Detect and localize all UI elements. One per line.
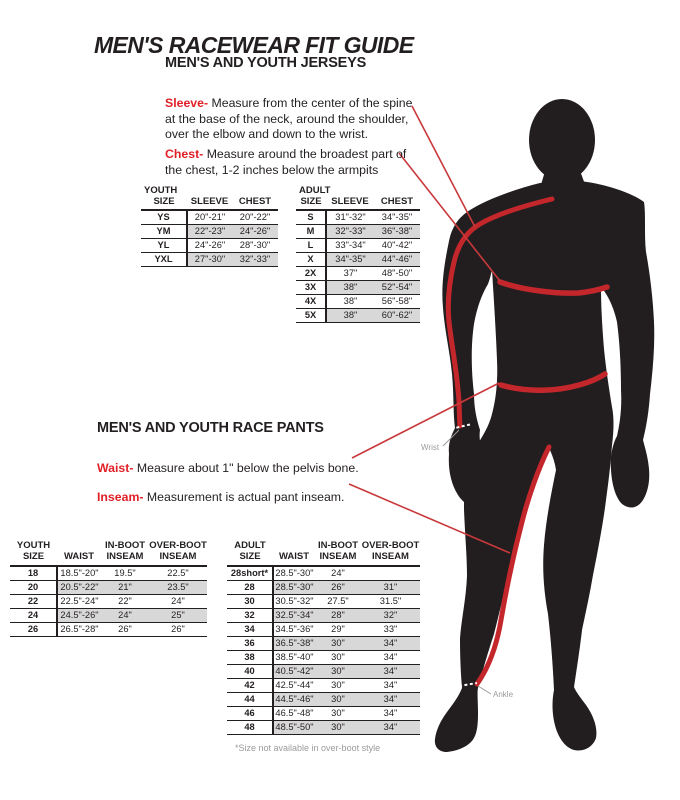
value-cell: 24" (331, 568, 345, 578)
value-cell: 31"-32" (335, 212, 366, 222)
value-cell: 34" (361, 693, 420, 707)
size-cell: X (296, 253, 326, 267)
value-cell: 30" (315, 637, 361, 651)
size-cell: 3X (296, 281, 326, 295)
table-row (296, 281, 420, 295)
value-cell: 34"-35" (381, 212, 413, 222)
header-row (296, 196, 420, 210)
value-cell: 28"-30" (239, 240, 271, 250)
size-cell: 44 (227, 693, 273, 707)
table-row (227, 721, 420, 735)
youth-jersey-group-label: YOUTH (144, 185, 178, 196)
table-row (10, 623, 207, 637)
table-row (10, 581, 207, 595)
value-cell: 30" (331, 680, 345, 690)
value-cell: 38" (326, 309, 374, 323)
value-cell: 36.5"-38" (273, 637, 315, 651)
value-cell: 24" (101, 609, 149, 623)
value-cell: 21" (101, 581, 149, 595)
table-row (296, 239, 420, 253)
table-row (227, 665, 420, 679)
value-cell: 26" (315, 581, 361, 595)
silhouette-body (435, 181, 654, 752)
size-cell: 38 (227, 651, 273, 665)
chest-term-label: Chest- (165, 147, 204, 162)
column-header: CHEST (238, 196, 272, 207)
inseam-instructions-text: Measurement is actual pant inseam. (146, 490, 345, 505)
size-cell: 46 (227, 707, 273, 721)
value-cell: 34" (383, 652, 398, 662)
ankle-figure-label: Ankle (493, 690, 514, 699)
ankle-label-pointer-line (478, 686, 491, 694)
value-cell: 56"-58" (381, 296, 413, 306)
size-cell: 48 (227, 721, 273, 735)
inseam-term-label: Inseam- (97, 490, 144, 505)
value-cell: 24" (171, 596, 185, 606)
value-cell: 34" (361, 637, 420, 651)
value-cell: 30" (315, 665, 361, 679)
value-cell (361, 566, 420, 581)
value-cell: 28.5"-30" (273, 581, 315, 595)
column-header: OVER-BOOT INSEAM (149, 540, 207, 562)
column-header: CHEST (380, 196, 414, 207)
value-cell: 34" (383, 708, 398, 718)
waist-instructions (97, 461, 407, 477)
value-cell: 42.5"-44" (275, 680, 314, 690)
table-row (141, 239, 278, 253)
value-cell: 46.5"-48" (275, 708, 314, 718)
table-row (296, 295, 420, 309)
youth-pants-size-table (10, 536, 207, 637)
column-header: YOUTH SIZE (16, 540, 51, 562)
value-cell: 20"-21" (194, 212, 226, 222)
size-cell: 24 (10, 609, 57, 623)
value-cell: 34"-35" (326, 253, 374, 267)
chest-instructions (165, 147, 425, 178)
size-cell: YXL (141, 253, 187, 267)
table-row (227, 707, 420, 721)
size-cell: 30 (227, 595, 273, 609)
value-cell: 52"-54" (374, 281, 420, 295)
size-cell: 26 (10, 623, 57, 637)
size-cell: YM (141, 225, 187, 239)
table-row (227, 679, 420, 693)
table-row (296, 253, 420, 267)
value-cell: 44.5"-46" (273, 693, 315, 707)
table-row (227, 623, 420, 637)
table-row (10, 595, 207, 609)
table-row (227, 651, 420, 665)
value-cell: 27"-30" (187, 253, 232, 267)
value-cell: 33" (383, 624, 398, 634)
size-cell: 18 (10, 566, 57, 581)
value-cell: 30" (331, 708, 345, 718)
column-header: SIZE (153, 196, 175, 207)
size-cell: 20 (10, 581, 57, 595)
value-cell: 27.5" (327, 596, 349, 606)
value-cell: 28" (315, 609, 361, 623)
adult-jersey-group-label: ADULT (299, 185, 331, 196)
adult-jersey-size-table (296, 196, 420, 323)
value-cell: 28.5"-30" (275, 568, 314, 578)
value-cell: 26.5"-28" (60, 624, 99, 634)
table-row (227, 609, 420, 623)
value-cell: 48.5"-50" (273, 721, 315, 735)
table-row (296, 267, 420, 281)
table-row (227, 566, 420, 581)
value-cell: 20.5"-22" (57, 581, 101, 595)
page-title: MEN'S RACEWEAR FIT GUIDE (94, 32, 414, 59)
column-header: WAIST (278, 551, 310, 562)
value-cell: 30" (331, 652, 345, 662)
size-cell: 5X (296, 309, 326, 323)
value-cell: 33"-34" (335, 240, 366, 250)
value-cell: 34" (361, 665, 420, 679)
value-cell: 38.5"-40" (275, 652, 314, 662)
size-cell: 34 (227, 623, 273, 637)
value-cell: 32.5"-34" (273, 609, 315, 623)
value-cell: 38" (326, 281, 374, 295)
youth-jersey-size-table (141, 196, 278, 267)
table-row (227, 637, 420, 651)
table-row (141, 253, 278, 267)
value-cell: 25" (149, 609, 207, 623)
value-cell: 18.5"-20" (60, 568, 99, 578)
size-cell: 32 (227, 609, 273, 623)
value-cell: 20"-22" (239, 212, 271, 222)
wrist-figure-label: Wrist (421, 443, 440, 452)
size-cell: 22 (10, 595, 57, 609)
jerseys-section-heading: MEN'S AND YOUTH JERSEYS (165, 55, 367, 71)
size-cell: L (296, 239, 326, 253)
value-cell: 22.5"-24" (60, 596, 99, 606)
value-cell: 34" (383, 680, 398, 690)
value-cell: 32" (361, 609, 420, 623)
value-cell: 30" (315, 693, 361, 707)
size-cell: M (296, 225, 326, 239)
size-cell: 4X (296, 295, 326, 309)
value-cell: 24.5"-26" (57, 609, 101, 623)
table-row (296, 210, 420, 225)
value-cell: 44"-46" (374, 253, 420, 267)
size-cell: 42 (227, 679, 273, 693)
table-row (227, 581, 420, 595)
sleeve-instructions (165, 96, 425, 143)
table-row (141, 225, 278, 239)
column-header: IN-BOOT INSEAM (104, 540, 146, 562)
header-row (10, 536, 207, 566)
header-row (141, 196, 278, 210)
over-boot-footnote: *Size not available in over-boot style (235, 743, 381, 753)
column-header: ADULT SIZE (234, 540, 266, 562)
table-row (10, 566, 207, 581)
column-header: WAIST (63, 551, 95, 562)
value-cell: 34.5"-36" (275, 624, 314, 634)
table-row (227, 595, 420, 609)
value-cell: 22"-23" (187, 225, 232, 239)
value-cell: 24"-26" (232, 225, 278, 239)
column-header: SLEEVE (190, 196, 229, 207)
value-cell: 31.5" (379, 596, 402, 606)
size-cell: YL (141, 239, 187, 253)
value-cell: 22.5" (167, 568, 189, 578)
value-cell: 31" (361, 581, 420, 595)
table-row (296, 225, 420, 239)
waist-instructions-text: Measure about 1" below the pelvis bone. (136, 461, 359, 476)
table-row (227, 693, 420, 707)
size-cell: S (296, 210, 326, 225)
value-cell: 30.5"-32" (275, 596, 314, 606)
size-cell: 40 (227, 665, 273, 679)
value-cell: 19.5" (114, 568, 136, 578)
value-cell: 22" (118, 596, 132, 606)
value-cell: 34" (361, 721, 420, 735)
adult-pants-size-table (227, 536, 420, 735)
value-cell: 32"-33" (232, 253, 278, 267)
column-header: IN-BOOT INSEAM (317, 540, 359, 562)
table-row (141, 210, 278, 225)
waist-term-label: Waist- (97, 461, 134, 476)
value-cell: 38" (343, 296, 358, 306)
column-header: SIZE (300, 196, 322, 207)
value-cell: 40"-42" (381, 240, 413, 250)
value-cell: 24"-26" (194, 240, 226, 250)
sleeve-instructions-text: Measure from the center of the spine at the base of the neck, around the shoulder, over the elbow and down to the wrist. (165, 96, 413, 142)
table-row (296, 309, 420, 323)
value-cell: 37" (343, 268, 358, 278)
value-cell: 60"-62" (374, 309, 420, 323)
value-cell: 40.5"-42" (273, 665, 315, 679)
value-cell: 26" (118, 624, 132, 634)
size-cell: 28short* (227, 566, 273, 581)
size-cell: 2X (296, 267, 326, 281)
inseam-instructions (97, 490, 407, 506)
pants-section-heading: MEN'S AND YOUTH RACE PANTS (97, 420, 324, 436)
header-row (227, 536, 420, 566)
sleeve-term-label: Sleeve- (165, 96, 209, 111)
value-cell: 26" (171, 624, 185, 634)
value-cell: 48"-50" (381, 268, 413, 278)
value-cell: 30" (315, 721, 361, 735)
column-header: OVER-BOOT INSEAM (361, 540, 420, 562)
value-cell: 32"-33" (326, 225, 374, 239)
size-cell: 36 (227, 637, 273, 651)
table-row (10, 609, 207, 623)
column-header: SLEEVE (331, 196, 369, 207)
size-cell: YS (141, 210, 187, 225)
value-cell: 29" (331, 624, 345, 634)
chest-instructions-text: Measure around the broadest part of the chest, 1-2 inches below the armpits (165, 147, 407, 177)
value-cell: 36"-38" (374, 225, 420, 239)
value-cell: 23.5" (149, 581, 207, 595)
size-cell: 28 (227, 581, 273, 595)
